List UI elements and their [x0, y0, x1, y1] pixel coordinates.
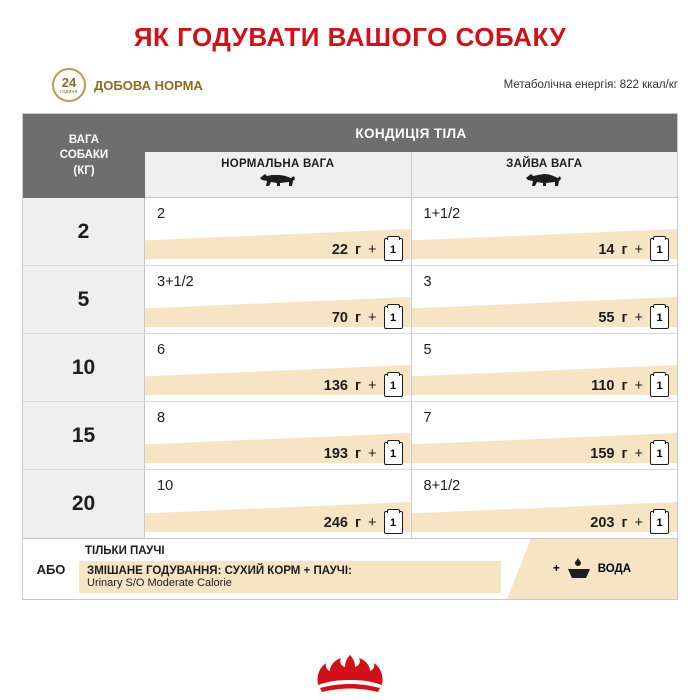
clock-hours: 24: [61, 74, 77, 90]
pouch-count: 1+1/2: [423, 206, 461, 222]
cell-normal-weight: [145, 470, 411, 538]
table-row: [23, 334, 677, 402]
dog-icon: [524, 172, 564, 192]
weight-header-line-2: СОБАКИ: [59, 149, 109, 162]
can-icon: 1: [384, 511, 403, 534]
plus-sign: +: [368, 377, 377, 394]
grams-unit: г: [621, 377, 628, 394]
table-row: [23, 470, 677, 538]
grams-unit: г: [354, 514, 362, 531]
can-icon: 1: [650, 306, 669, 329]
weight-column-header: [23, 114, 145, 198]
amount-group: [332, 306, 403, 329]
water-label: ВОДА: [597, 563, 632, 575]
amount-group: [598, 306, 669, 329]
pouch-count: 8+1/2: [423, 478, 461, 494]
grams-value: 110: [591, 377, 615, 394]
cell-normal-weight: [145, 266, 411, 333]
grams-unit: г: [354, 241, 362, 258]
footer-strip: [22, 539, 678, 600]
plus-sign: +: [368, 445, 377, 462]
amount-group: [598, 238, 669, 261]
crown-icon: [314, 655, 386, 693]
amount-group: [591, 374, 669, 397]
grams-value: 193: [323, 445, 348, 462]
water-content: [553, 557, 631, 582]
grams-unit: г: [621, 241, 628, 258]
plus-sign: +: [634, 445, 643, 462]
royal-canin-logo: [0, 648, 700, 700]
grams-unit: г: [354, 309, 362, 326]
can-icon: 1: [650, 511, 669, 534]
amount-group: [590, 511, 669, 534]
can-icon: 1: [384, 238, 403, 261]
pouch-count: 3+1/2: [157, 274, 194, 290]
grams-value: 159: [590, 445, 615, 462]
can-icon: 1: [650, 238, 669, 261]
grams-unit: г: [621, 445, 628, 462]
amount-group: [332, 238, 403, 261]
column-normal-weight-label: НОРМАЛЬНА ВАГА: [221, 157, 335, 170]
or-label: АБО: [36, 561, 66, 577]
grams-unit: г: [621, 514, 628, 531]
plus-sign: +: [634, 377, 643, 394]
table-row: [23, 198, 677, 266]
cell-normal-weight: [145, 402, 411, 469]
pouch-count: 8: [157, 410, 166, 426]
grams-unit: г: [354, 445, 362, 462]
row-weight: 20: [23, 470, 145, 538]
cell-overweight: [411, 266, 678, 333]
page-title: ЯК ГОДУВАТИ ВАШОГО СОБАКУ: [133, 22, 567, 52]
grams-value: 136: [323, 377, 348, 394]
can-icon: 1: [384, 442, 403, 465]
clock-24h-icon: [52, 68, 86, 102]
grams-value: 14: [598, 241, 615, 258]
product-name: Urinary S/O Moderate Calorie: [87, 577, 232, 589]
cell-overweight: [411, 198, 678, 265]
water-bowl-icon: [566, 557, 592, 582]
pouch-count: 5: [423, 342, 432, 358]
pouch-count: 2: [157, 206, 166, 222]
plus-sign: +: [368, 309, 377, 326]
cell-normal-weight: [145, 334, 411, 401]
can-icon: 1: [384, 374, 403, 397]
grams-value: 246: [323, 514, 348, 531]
clock-unit: години: [60, 88, 78, 95]
amount-group: [590, 442, 669, 465]
row-weight: 15: [23, 402, 145, 469]
plus-sign: +: [634, 514, 643, 531]
amount-group: [324, 511, 403, 534]
water-section: [507, 539, 677, 599]
column-overweight: [411, 152, 678, 197]
cell-overweight: [411, 334, 678, 401]
plus-sign: +: [368, 241, 377, 258]
feeding-options: [79, 539, 507, 599]
pouch-count: 10: [157, 478, 174, 494]
grams-unit: г: [354, 377, 362, 394]
cell-normal-weight: [145, 198, 411, 265]
pouch-count: 7: [423, 410, 432, 426]
grams-value: 22: [331, 241, 348, 258]
grams-value: 70: [331, 309, 348, 326]
weight-header-line-1: ВАГА: [68, 133, 100, 146]
table-row: [23, 402, 677, 470]
column-overweight-label: ЗАЙВА ВАГА: [506, 157, 583, 170]
metabolic-energy-text: Метаболічна енергія: 822 ккал/кг: [503, 79, 678, 91]
weight-header-line-3: (КГ): [73, 164, 95, 177]
grams-unit: г: [621, 309, 628, 326]
body-condition-header: КОНДИЦІЯ ТІЛА: [355, 125, 467, 141]
dog-icon: [258, 172, 298, 192]
can-icon: 1: [650, 374, 669, 397]
mixed-feeding-band: [79, 561, 501, 593]
pouch-count: 3: [423, 274, 432, 290]
water-plus-sign: +: [552, 563, 560, 575]
grams-value: 55: [598, 309, 615, 326]
table-row: [23, 266, 677, 334]
row-weight: 2: [23, 198, 145, 265]
column-normal-weight: [145, 152, 411, 197]
subheader: [22, 63, 678, 107]
can-icon: 1: [650, 442, 669, 465]
daily-ration-label: ДОБОВА НОРМА: [94, 77, 203, 93]
cell-overweight: [411, 402, 678, 469]
can-icon: 1: [384, 306, 403, 329]
amount-group: [324, 442, 403, 465]
amount-group: [324, 374, 403, 397]
feeding-table: [22, 113, 678, 539]
plus-sign: +: [634, 241, 643, 258]
row-weight: 10: [23, 334, 145, 401]
grams-value: 203: [590, 514, 615, 531]
pouch-count: 6: [157, 342, 166, 358]
cell-overweight: [411, 470, 678, 538]
plus-sign: +: [368, 514, 377, 531]
row-weight: 5: [23, 266, 145, 333]
mixed-feeding-label: ЗМІШАНЕ ГОДУВАННЯ: СУХИЙ КОРМ + ПАУЧІ:: [87, 565, 352, 577]
plus-sign: +: [634, 309, 643, 326]
only-pouches-label: ТІЛЬКИ ПАУЧІ: [85, 545, 165, 557]
